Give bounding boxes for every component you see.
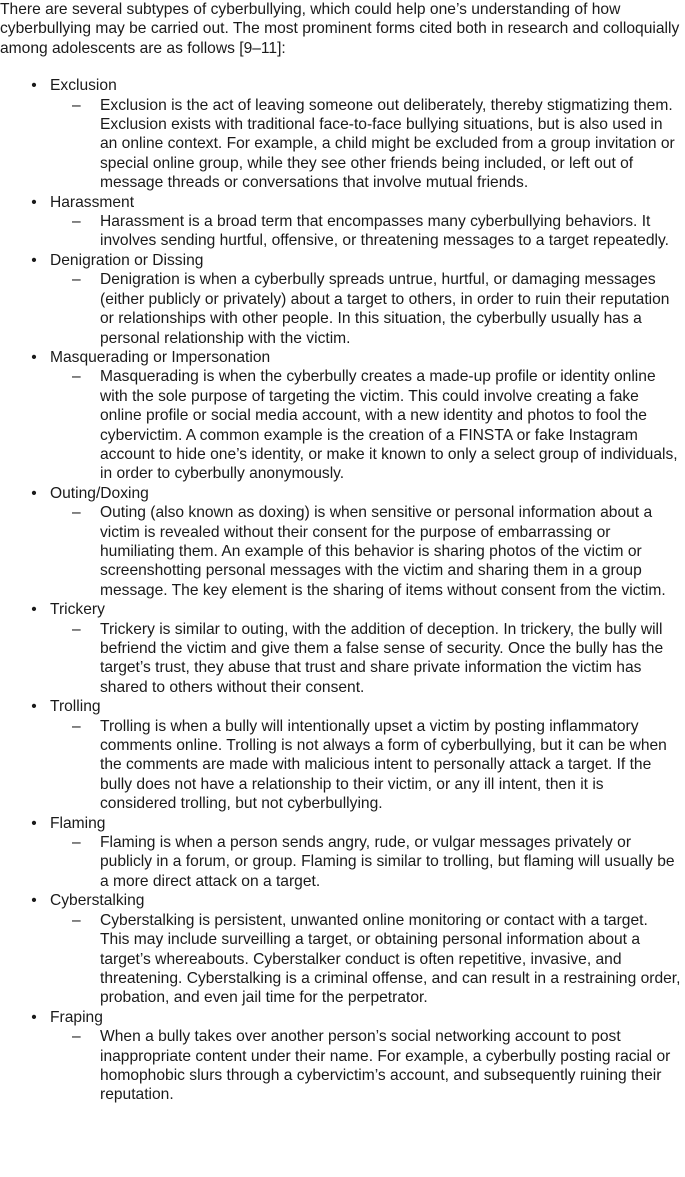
list-item [0, 600, 681, 697]
definition-text: Masquerading is when the cyberbully creates a made-up profile or identity online with the sole purpose of targeting the victim. This could involve creating a fake online profile or social media account, with a new identity and photos to fool the cybervictim. A common example is the creation of a FINSTA or fake Instagram account to hide one’s identity, or make it known to only a select group of individuals, in order to cyberbully anonymously. [100, 368, 678, 483]
list-item [0, 484, 681, 600]
dash-icon: – [72, 96, 81, 114]
dash-icon: – [72, 717, 81, 735]
bullet-icon: • [31, 77, 37, 95]
definition [50, 212, 681, 251]
bullet-icon: • [31, 348, 37, 366]
bullet-icon: • [31, 892, 37, 910]
definition [50, 833, 681, 891]
definition [50, 620, 681, 698]
term-flaming: Flaming [50, 814, 106, 832]
bullet-icon: • [31, 484, 37, 502]
dash-icon: – [72, 911, 81, 929]
bullet-icon: • [31, 1008, 37, 1026]
dash-icon: – [72, 1028, 81, 1046]
dash-icon: – [72, 504, 81, 522]
term-fraping: Fraping [50, 1008, 103, 1026]
list-item [0, 697, 681, 813]
definition [50, 96, 681, 193]
definition-text: Exclusion is the act of leaving someone out deliberately, thereby stigmatizing them. Exclusion exists with traditional face-to-face bullying situations, but is also used in an online context. For example, a child might be excluded from a group invitation or special online group, while they see other friends being included, or left out of message threads or conversations that involve mutual friends. [100, 96, 675, 192]
term-cyberstalking: Cyberstalking [50, 892, 145, 910]
definition [50, 911, 681, 1008]
definition [50, 717, 681, 814]
term-outing-doxing: Outing/Doxing [50, 484, 149, 502]
definition-text: Harassment is a broad term that encompasses many cyberbullying behaviors. It involves sending hurtful, offensive, or threatening messages to a target repeatedly. [100, 213, 669, 250]
dash-icon: – [72, 271, 81, 289]
term-harassment: Harassment [50, 193, 135, 211]
term-masquerading: Masquerading or Impersonation [50, 348, 271, 366]
definition [50, 503, 681, 600]
definition [50, 1027, 681, 1105]
definition-text: Denigration is when a cyberbully spreads untrue, hurtful, or damaging messages (either publicly or privately) about a target to others, in order to ruin their reputation or relationships with other people. In this situation, the cyberbully usually has a personal relationship with the victim. [100, 271, 670, 347]
list-item [0, 891, 681, 1007]
bullet-icon: • [31, 814, 37, 832]
definition-text: Cyberstalking is persistent, unwanted online monitoring or contact with a target. This may include surveilling a target, or obtaining personal information about a target’s whereabouts. Cyberstalker conduct is often repetitive, invasive, and threatening. Cyberstalking is a criminal offense, and can result in a restraining order, probation, and even jail time for the perpetrator. [100, 911, 681, 1007]
cyberbullying-subtypes-list [0, 76, 681, 1105]
dash-icon: – [72, 368, 81, 386]
dash-icon: – [72, 834, 81, 852]
bullet-icon: • [31, 698, 37, 716]
list-item [0, 251, 681, 348]
list-item [0, 1008, 681, 1105]
list-item [0, 348, 681, 484]
term-trolling: Trolling [50, 698, 101, 716]
list-item [0, 76, 681, 192]
list-item [0, 814, 681, 892]
term-trickery: Trickery [50, 601, 105, 619]
definition-text: When a bully takes over another person’s social networking account to post inappropriate content under their name. For example, a cyberbully posting racial or homophobic slurs through a cybervictim’s account, and subsequently ruining their reputation. [100, 1028, 671, 1104]
bullet-icon: • [31, 601, 37, 619]
definition-text: Trolling is when a bully will intentionally upset a victim by posting inflammatory comments online. Trolling is not always a form of cyberbullying, but it can be when the comments are made with malicious intent to personally attack a target. If the bully does not have a relationship to their victim, or any ill intent, then it is considered trolling, but not cyberbullying. [100, 717, 667, 813]
dash-icon: – [72, 213, 81, 231]
list-item [0, 193, 681, 251]
dash-icon: – [72, 620, 81, 638]
definition-text: Trickery is similar to outing, with the addition of deception. In trickery, the bully will befriend the victim and give them a false sense of security. Once the bully has the target’s trust, they abuse that trust and share private information the victim has shared to others without their consent. [100, 620, 664, 696]
bullet-icon: • [31, 193, 37, 211]
term-denigration: Denigration or Dissing [50, 251, 204, 269]
term-exclusion: Exclusion [50, 77, 117, 95]
definition-text: Flaming is when a person sends angry, rude, or vulgar messages privately or publicly in a forum, or group. Flaming is similar to trolling, but flaming will usually be a more direct attack on a target. [100, 834, 675, 890]
definition [50, 270, 681, 348]
definition [50, 367, 681, 483]
intro-paragraph: There are several subtypes of cyberbullying, which could help one’s understanding of how cyberbullying may be carried out. The most prominent forms cited both in research and colloquially among adolescents are as follows [9–11]: [0, 1, 680, 57]
definition-text: Outing (also known as doxing) is when sensitive or personal information about a victim is revealed without their consent for the purpose of embarrassing or humiliating them. An example of this behavior is sharing photos of the victim or screenshotting personal messages with the victim and sharing them in a group message. The key element is the sharing of items without consent from the victim. [100, 504, 666, 599]
bullet-icon: • [31, 251, 37, 269]
